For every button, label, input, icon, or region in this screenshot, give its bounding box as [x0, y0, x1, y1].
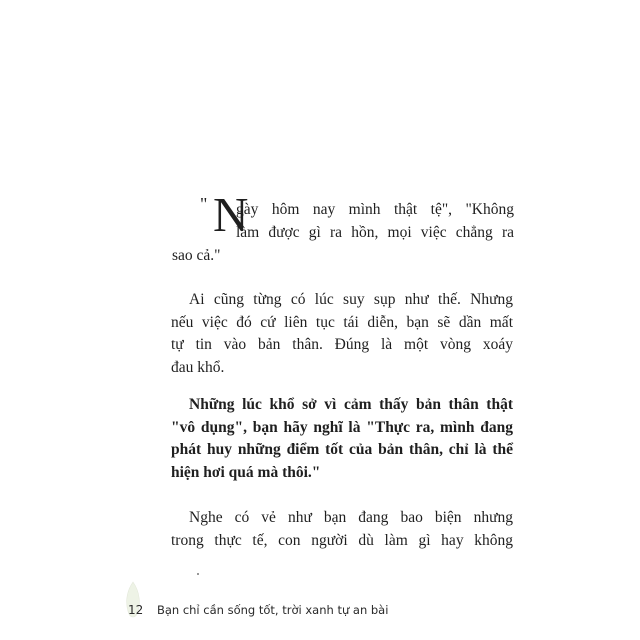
paragraph-line: nếu việc đó cứ liên tục tái diễn, bạn sẽ dần mất	[171, 313, 513, 331]
page-number: 12	[128, 603, 144, 617]
decorative-dot	[197, 573, 199, 575]
paragraph-4	[171, 507, 513, 552]
book-title: Bạn chỉ cần sống tốt, trời xanh tự an bài	[156, 603, 389, 617]
paragraph-line: đau khổ.	[171, 358, 225, 376]
paragraph-3-bold	[171, 394, 513, 484]
opening-line-1: gày hôm nay mình thật tệ", "Không	[236, 201, 514, 218]
page-footer	[128, 603, 388, 617]
paragraph-line: Nghe có vẻ như bạn đang bao biện nhưng	[189, 509, 513, 526]
paragraph-line: Ai cũng từng có lúc suy sụp như thế. Nhưng	[189, 291, 513, 308]
paragraph-line: trong thực tế, con người dù làm gì hay không	[171, 531, 513, 549]
paragraph-line: phát huy những điểm tốt của bản thân, chỉ là thể	[171, 441, 513, 458]
paragraph-2	[171, 289, 513, 379]
paragraph-line: Những lúc khổ sở vì cảm thấy bản thân thật	[189, 396, 513, 413]
opening-quote-mark: "	[200, 194, 208, 214]
opening-line-2: làm được gì ra hồn, mọi việc chẳng ra	[236, 224, 514, 241]
paragraph-line: "vô dụng", bạn hãy nghĩ là "Thực ra, mình đang	[171, 418, 513, 436]
paragraph-line: tự tin vào bản thân. Đúng là một vòng xoáy	[171, 336, 513, 353]
paragraph-line: hiện hơi quá mà thôi."	[171, 463, 321, 481]
opening-line-3: sao cả."	[172, 247, 221, 264]
drop-cap: N	[213, 187, 249, 242]
